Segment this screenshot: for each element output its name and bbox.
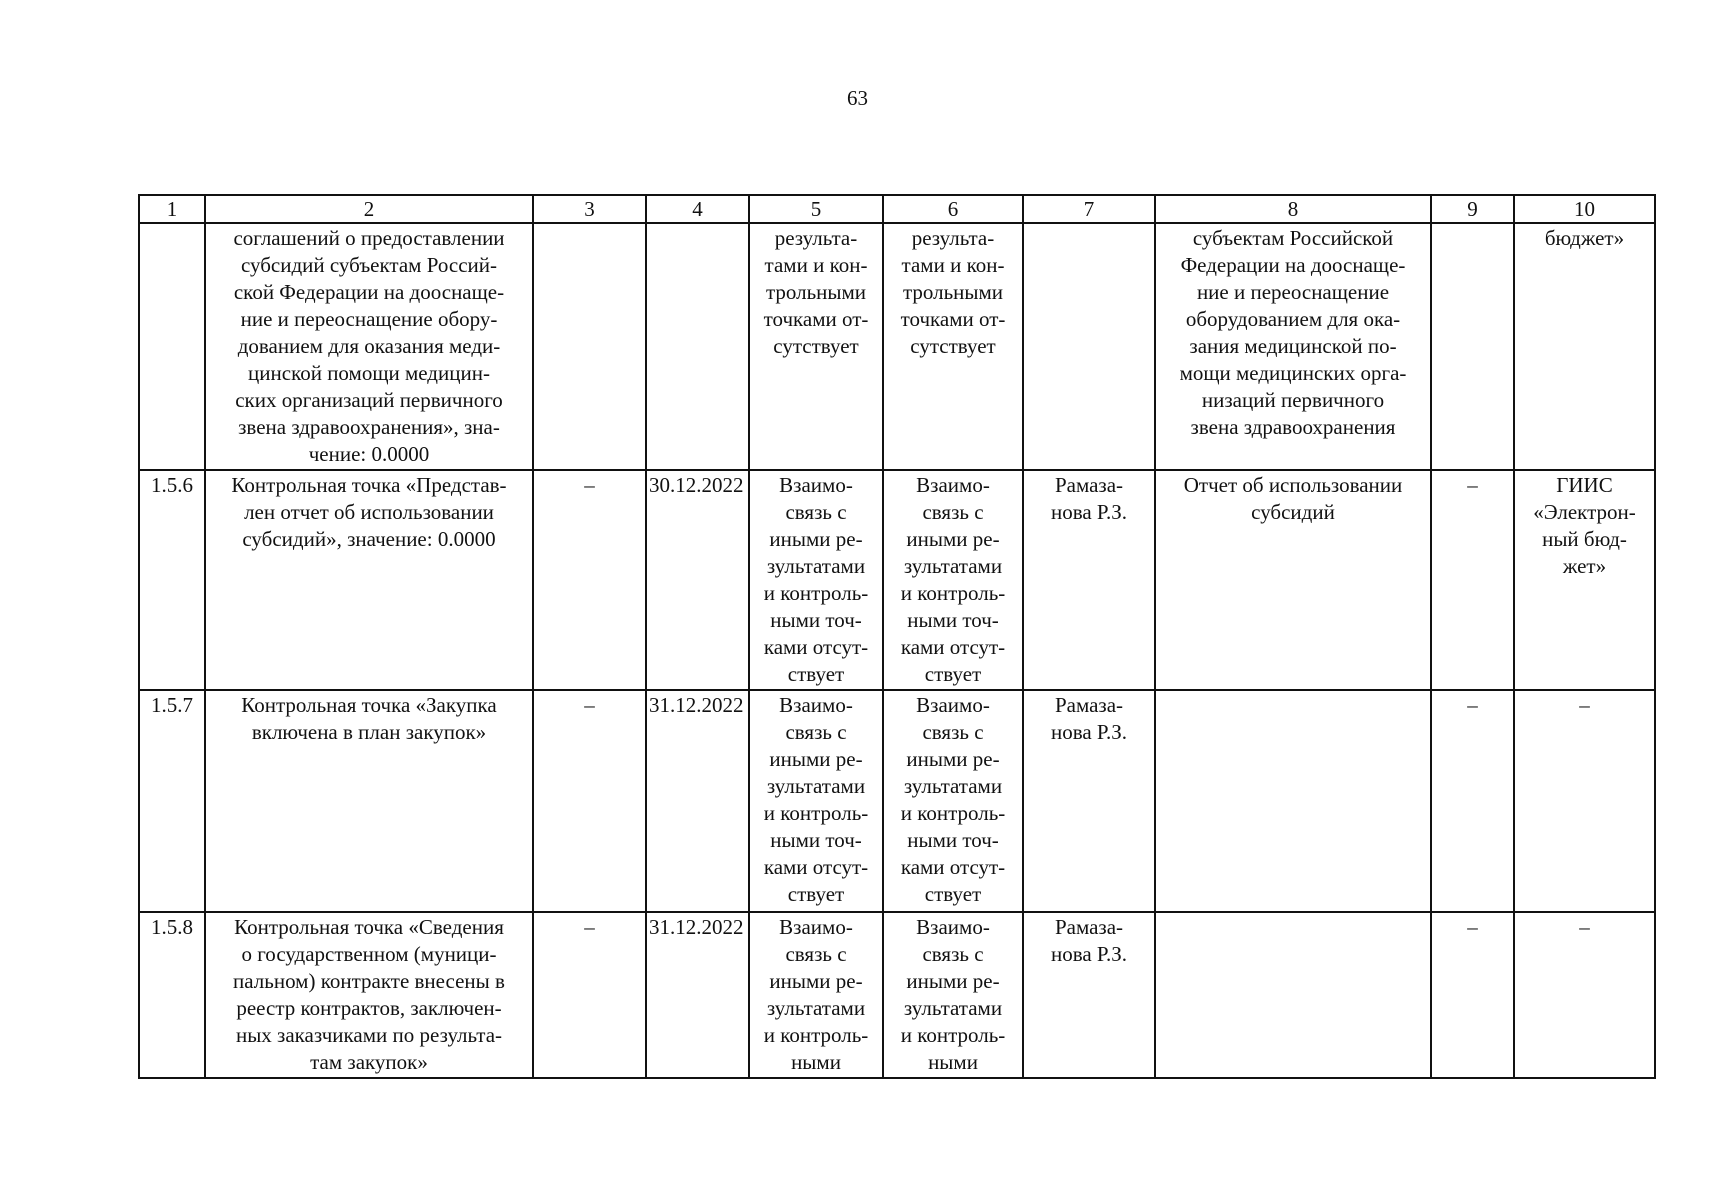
row-col8 [1155, 690, 1431, 912]
row-date: 30.12.2022 [646, 470, 749, 690]
row-number: 1.5.7 [139, 690, 205, 912]
row-responsible [1023, 223, 1155, 470]
row-col10: ГИИС «Электрон- ный бюд- жет» [1514, 470, 1655, 690]
row-number [139, 223, 205, 470]
row-col5: результа- тами и кон- трольными точками от- сутствует [749, 223, 883, 470]
column-header: 1 [139, 195, 205, 223]
row-name: соглашений о предоставлении субсидий субъектам Россий- ской Федерации на дооснаще- ние и переоснащение обору- дованием для оказания меди- цинской помощи медицин- ских организаций первичного звена здравоохранения», зна- чение: 0.0000 [205, 223, 533, 470]
row-col3 [533, 223, 646, 470]
row-col10: – [1514, 912, 1655, 1078]
page-number: 63 [847, 86, 868, 110]
row-col6: результа- тами и кон- трольными точками от- сутствует [883, 223, 1023, 470]
table-row [139, 223, 1655, 470]
column-number-header-row [139, 195, 1655, 223]
control-points-table [138, 194, 1656, 1079]
row-date [646, 223, 749, 470]
row-col10: – [1514, 690, 1655, 912]
table-row [139, 912, 1655, 1078]
row-col3: – [533, 912, 646, 1078]
column-header: 5 [749, 195, 883, 223]
row-date: 31.12.2022 [646, 690, 749, 912]
row-col6: Взаимо- связь с иными ре- зультатами и контроль- ными точ- ками отсут- ствует [883, 690, 1023, 912]
column-header: 4 [646, 195, 749, 223]
row-col8 [1155, 912, 1431, 1078]
row-col5: Взаимо- связь с иными ре- зультатами и контроль- ными точ- ками отсут- ствует [749, 470, 883, 690]
column-header: 8 [1155, 195, 1431, 223]
row-col3: – [533, 690, 646, 912]
row-col5: Взаимо- связь с иными ре- зультатами и контроль- ными [749, 912, 883, 1078]
column-header: 3 [533, 195, 646, 223]
row-col9: – [1431, 470, 1514, 690]
row-name: Контрольная точка «Представ- лен отчет об использовании субсидий», значение: 0.0000 [205, 470, 533, 690]
column-header: 6 [883, 195, 1023, 223]
column-header: 2 [205, 195, 533, 223]
row-responsible: Рамаза- нова Р.З. [1023, 912, 1155, 1078]
table-row [139, 690, 1655, 912]
row-responsible: Рамаза- нова Р.З. [1023, 470, 1155, 690]
table-row [139, 470, 1655, 690]
row-col9: – [1431, 912, 1514, 1078]
row-name: Контрольная точка «Закупка включена в план закупок» [205, 690, 533, 912]
row-col9 [1431, 223, 1514, 470]
row-name: Контрольная точка «Сведения о государственном (муници- пальном) контракте внесены в реестр контрактов, заключен- ных заказчиками по результа- там закупок» [205, 912, 533, 1078]
row-col5: Взаимо- связь с иными ре- зультатами и контроль- ными точ- ками отсут- ствует [749, 690, 883, 912]
column-header: 10 [1514, 195, 1655, 223]
row-col6: Взаимо- связь с иными ре- зультатами и контроль- ными [883, 912, 1023, 1078]
column-header: 9 [1431, 195, 1514, 223]
row-col3: – [533, 470, 646, 690]
row-date: 31.12.2022 [646, 912, 749, 1078]
row-col9: – [1431, 690, 1514, 912]
row-number: 1.5.6 [139, 470, 205, 690]
row-col8: Отчет об использовании субсидий [1155, 470, 1431, 690]
row-number: 1.5.8 [139, 912, 205, 1078]
row-col10: бюджет» [1514, 223, 1655, 470]
row-col8: субъектам Российской Федерации на дооснаще- ние и переоснащение оборудованием для ока- зания медицинской по- мощи медицинских орга- низаций первичного звена здравоохранения [1155, 223, 1431, 470]
column-header: 7 [1023, 195, 1155, 223]
row-col6: Взаимо- связь с иными ре- зультатами и контроль- ными точ- ками отсут- ствует [883, 470, 1023, 690]
row-responsible: Рамаза- нова Р.З. [1023, 690, 1155, 912]
